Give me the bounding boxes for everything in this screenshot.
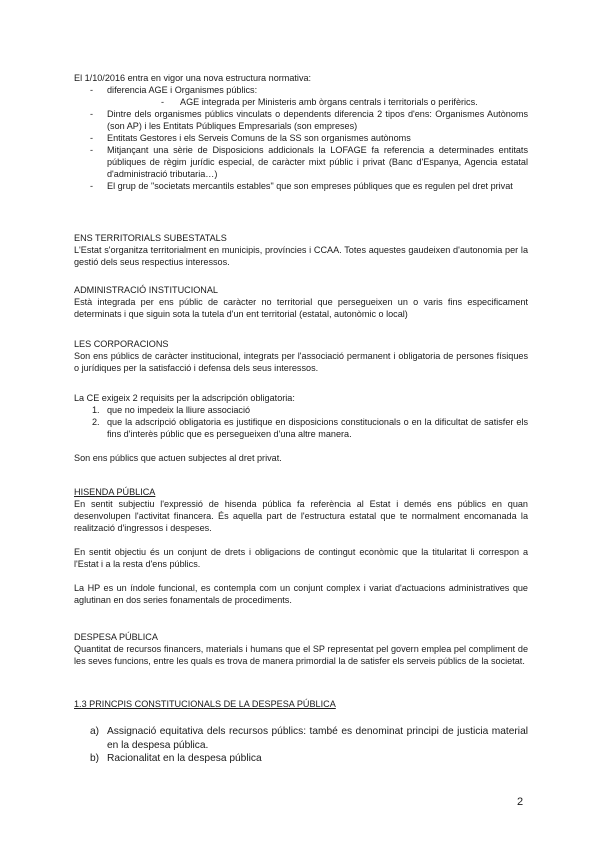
list-item: - Entitats Gestores i els Serveis Comuns de la SS son organismes autònoms xyxy=(74,132,528,144)
list-item: - Dintre dels organismes públics vinculats o dependents diferencia 2 tipos d'ens: Organismes Autònoms (son AP) i les Entitats Públiques Empresarials (son empreses) xyxy=(74,108,528,132)
bullet-list xyxy=(74,84,528,192)
paragraph: La HP es un índole funcional, es contempla com un conjunt complex i variat d'actuacions administratives que aglutinan en dos series fonamentals de procediments. xyxy=(74,583,528,605)
section-heading: HISENDA PÚBLICA xyxy=(74,487,156,497)
section-heading: ENS TERRITORIALS SUBESTATALS xyxy=(74,233,227,243)
section-heading: DESPESA PÚBLICA xyxy=(74,632,158,642)
lettered-list xyxy=(74,725,528,766)
page-number: 2 xyxy=(517,796,524,808)
section-intro xyxy=(74,72,528,192)
paragraph: Quantitat de recursos financers, materials i humans que el SP representat pel govern emplea pel compliment de les seves funcions, entre les quals es trova de manera primordial la de satisfer els serveis públics de la societat. xyxy=(74,644,528,666)
list-item: - El grup de "societats mercantils estables" que son empreses públiques que es regulen pel dret privat xyxy=(74,180,528,192)
sub-list-item: - AGE integrada per Ministeris amb òrgans centrals i territorials o perifèrics. xyxy=(107,96,528,108)
paragraph: En sentit subjectiu l'expressió de hisenda pública fa referència al Estat i demés ens públics en quan desenvolupen l'activitat financera. És aquella part de l'estructura estatal que te normalment encomanada la realització d'ingressos i despeses. xyxy=(74,499,528,533)
paragraph: La CE exigeix 2 requisits per la adscripción obligatoria: xyxy=(74,393,295,403)
section-hisenda-publica xyxy=(74,486,528,606)
paragraph: El 1/10/2016 entra en vigor una nova estructura normativa: xyxy=(74,73,312,83)
section-heading: 1.3 PRINCPIS CONSTITUCIONALS DE LA DESPESA PÚBLICA xyxy=(74,699,336,709)
paragraph: Son ens públics de caràcter institucional, integrats per l'associació permanent i obligatoria de persones físiques o jurídiques per la satisfacció i defensa dels seus interessos. xyxy=(74,351,528,373)
paragraph: Son ens públics que actuen subjectes al dret privat. xyxy=(74,453,282,463)
paragraph: En sentit objectiu és un conjunt de drets i obligacions de contingut econòmic que la titularitat li correspon a l'Estat i a la resta d'ens públics. xyxy=(74,547,528,569)
list-item: - diferencia AGE i Organismes públics: - AGE integrada per Ministeris amb òrgans centrals i territorials o perifèrics. xyxy=(74,84,528,108)
list-item: 2. que la adscripció obligatoria es justifique en disposicions constitucionals o en la dificultat de satisfer els fins d'interès públic que es persegueixen d'una altre manera. xyxy=(92,417,528,439)
paragraph: Està integrada per ens públic de caràcter no territorial que persegueixen un o varis fins especificament determinats i que siguin sota la tutela d'un ent territorial (estatal, autonòmic o local) xyxy=(74,297,528,319)
paragraph: L'Estat s'organitza territorialment en municipis, províncies i CCAA. Totes aquestes gaudeixen d'autonomia per la gestió dels seus respectius interessos. xyxy=(74,245,528,267)
numbered-list xyxy=(74,404,528,440)
section-despesa-publica xyxy=(74,631,528,667)
list-item: a) Assignació equitativa dels recursos públics: també es denominat principi de justicia material en la despesa pública. xyxy=(90,726,528,751)
section-principis-list xyxy=(74,725,528,766)
list-item: b) Racionalitat en la despesa pública xyxy=(90,753,262,764)
section-heading: ADMINISTRACIÓ INSTITUCIONAL xyxy=(74,285,218,295)
list-item: - Mitjançant una sèrie de Disposicions addicionals la LOFAGE fa referencia a determinades entitats públiques de règim jurídic especial, de caràcter mixt públic i privat (Banc d'Espanya, Agencia estatal d'administració tributaria…) xyxy=(74,144,528,180)
section-heading: LES CORPORACIONS xyxy=(74,339,169,349)
section-ce-requisits xyxy=(74,392,528,464)
section-corporacions xyxy=(74,338,528,374)
list-item: 1. que no impedeix la lliure associació xyxy=(92,405,251,415)
section-administracio xyxy=(74,284,528,320)
section-ens-territorials xyxy=(74,232,528,268)
section-principis xyxy=(74,698,528,710)
